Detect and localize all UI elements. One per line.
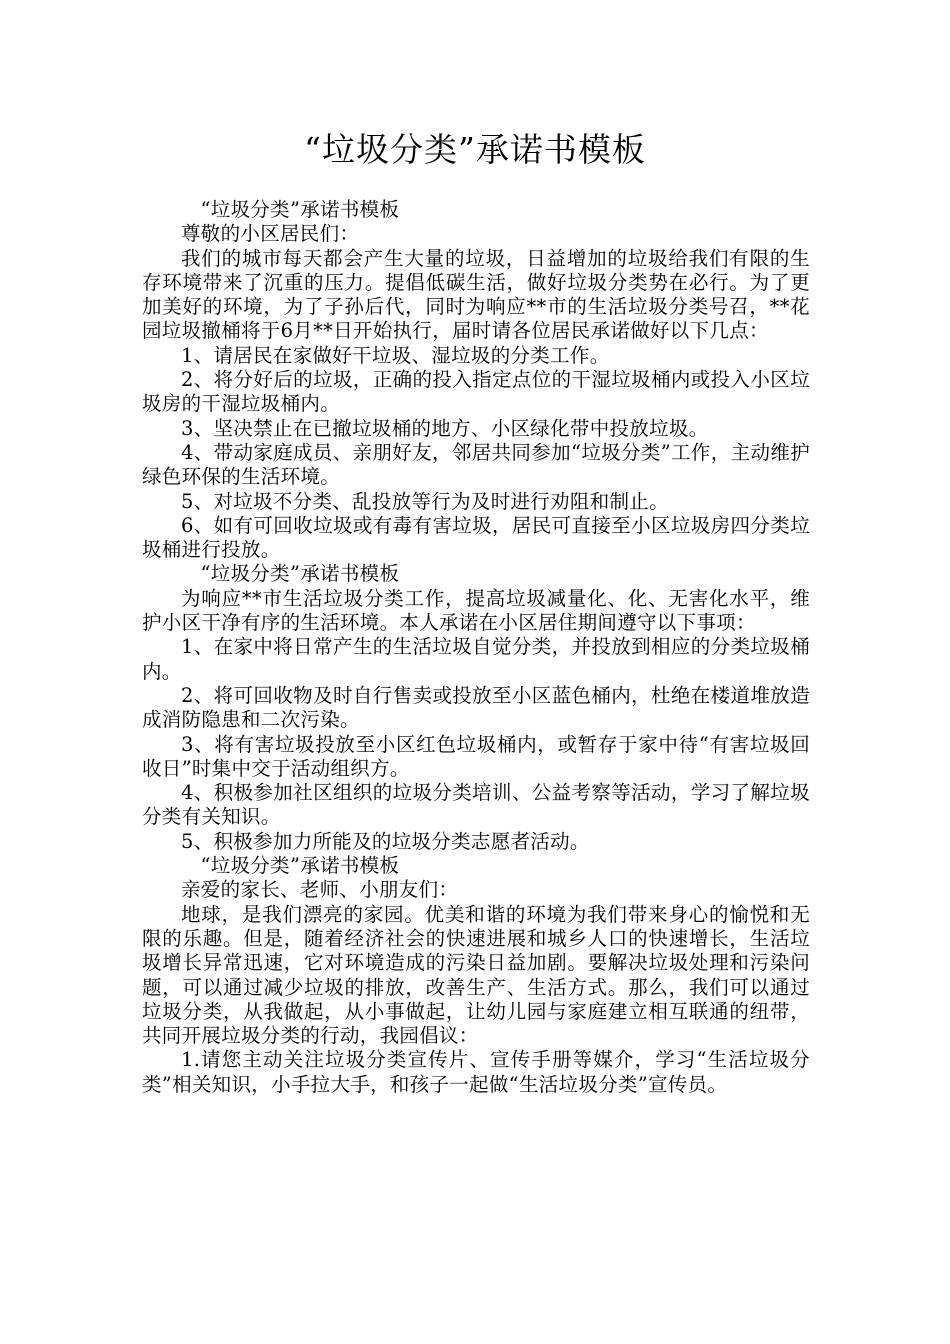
paragraph: 2、将分好后的垃圾，正确的投入指定点位的干湿垃圾桶内或投入小区垃圾房的干湿垃圾桶内。 — [142, 368, 810, 416]
document-body — [142, 198, 810, 1097]
paragraph: 6、如有可回收垃圾或有毒有害垃圾，居民可直接至小区垃圾房四分类垃圾桶进行投放。 — [142, 513, 810, 562]
section-heading: “垃圾分类”承诺书模板 — [200, 562, 400, 586]
paragraph: 4、积极参加社区组织的垃圾分类培训、公益考察等活动，学习了解垃圾分类有关知识。 — [142, 781, 810, 829]
paragraph: 亲爱的家长、老师、小朋友们： — [181, 878, 459, 902]
paragraph: 2、将可回收物及时自行售卖或投放至小区蓝色桶内，杜绝在楼道堆放造成消防隐患和二次污染。 — [142, 683, 810, 732]
document-title: “垃圾分类”承诺书模板 — [304, 130, 646, 169]
section-heading: “垃圾分类”承诺书模板 — [200, 198, 400, 221]
paragraph: 3、坚决禁止在已撤垃圾桶的地方、小区绿化带中投放垃圾。 — [181, 416, 709, 440]
paragraph: 为响应**市生活垃圾分类工作，提高垃圾减量化、化、无害化水平，维护小区干净有序的生活环境。本人承诺在小区居住期间遵守以下事项： — [142, 586, 810, 635]
section-heading: “垃圾分类”承诺书模板 — [200, 854, 400, 878]
paragraph: 我们的城市每天都会产生大量的垃圾，日益增加的垃圾给我们有限的生存环境带来了沉重的压力。提倡低碳生活，做好垃圾分类势在必行。为了更加美好的环境，为了子孙后代，同时为响应**市的生活垃圾分类号召，**花园垃圾撤桶将于6月**日开始执行，届时请各位居民承诺做好以下几点： — [142, 246, 810, 343]
paragraph: 5、积极参加力所能及的垃圾分类志愿者活动。 — [181, 829, 590, 853]
paragraph: 尊敬的小区居民们： — [181, 222, 360, 246]
paragraph: 4、带动家庭成员、亲朋好友，邻居共同参加“垃圾分类”工作，主动维护绿色环保的生活环境。 — [142, 440, 810, 489]
paragraph: 地球，是我们漂亮的家园。优美和谐的环境为我们带来身心的愉悦和无限的乐趣。但是，随着经济社会的快速进展和城乡人口的快速增长，生活垃圾增长异常迅速，它对环境造成的污染日益加剧。要解决垃圾处理和污染问题，可以通过减少垃圾的排放，改善生产、生活方式。那么，我们可以通过垃圾分类，从我做起，从小事做起，让幼儿园与家庭建立相互联通的纽带，共同开展垃圾分类的行动，我园倡议： — [142, 902, 810, 1048]
paragraph: 5、对垃圾不分类、乱投放等行为及时进行劝阻和制止。 — [181, 489, 669, 513]
paragraph: 1.请您主动关注垃圾分类宣传片、宣传手册等媒介，学习“生活垃圾分类”相关知识，小手拉大手，和孩子一起做“生活垃圾分类”宣传员。 — [142, 1048, 810, 1096]
paragraph: 1、请居民在家做好干垃圾、湿垃圾的分类工作。 — [181, 343, 610, 367]
paragraph: 1、在家中将日常产生的生活垃圾自觉分类，并投放到相应的分类垃圾桶内。 — [142, 635, 810, 683]
paragraph: 3、将有害垃圾投放至小区红色垃圾桶内，或暂存于家中待“有害垃圾回收日”时集中交于活动组织方。 — [142, 732, 810, 780]
